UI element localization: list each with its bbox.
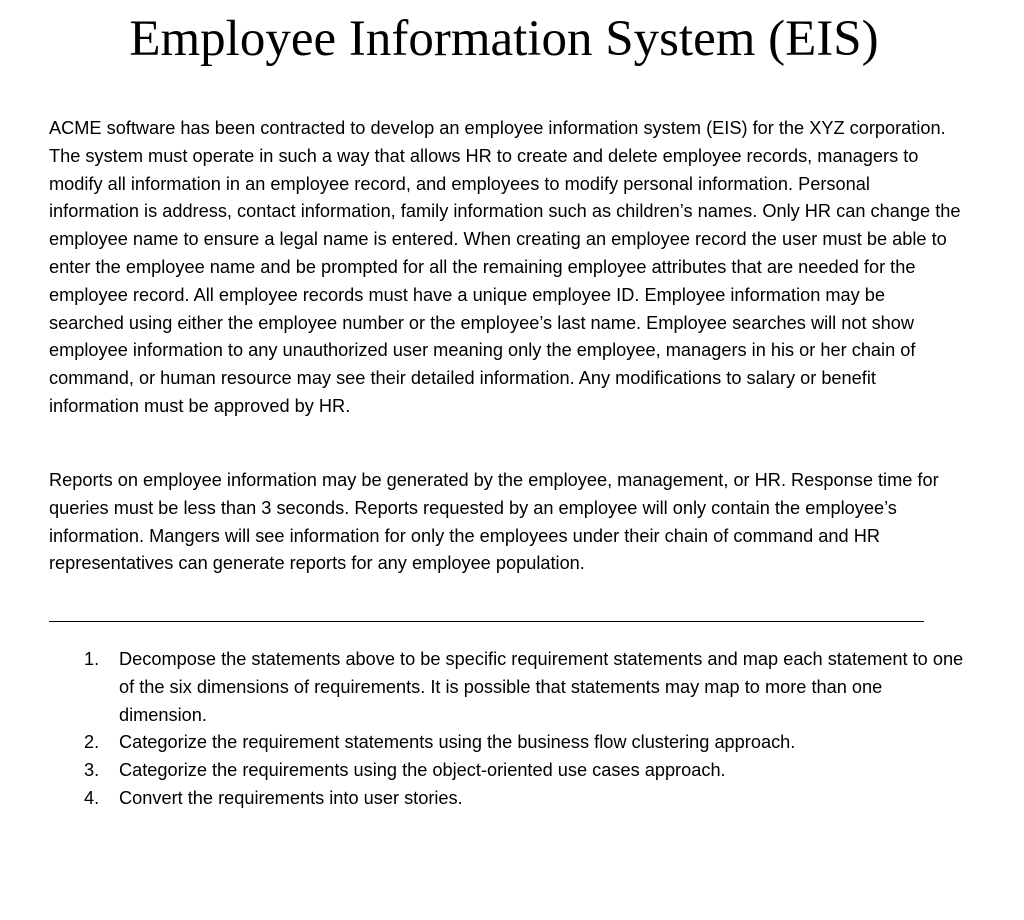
page-title: Employee Information System (EIS) — [129, 11, 879, 67]
task-item-3 — [84, 757, 964, 785]
task-text: Categorize the requirement statements using the business flow clustering approach. — [119, 732, 796, 753]
task-item-4 — [84, 785, 964, 813]
task-text: Categorize the requirements using the object-oriented use cases approach. — [119, 760, 726, 781]
task-item-2 — [84, 729, 964, 757]
task-number: 2. — [84, 732, 100, 753]
separator-line — [49, 621, 924, 622]
task-number: 3. — [84, 760, 100, 781]
description-paragraph-1: ACME software has been contracted to develop an employee information system (EIS) for the XYZ corporation. The system must operate in such a way that allows HR to create and delete employee records, managers to modify all information in an employee record, and employees to modify personal information. Personal information is address, contact information, family information such as children’s names. Only HR can change the employee name to ensure a legal name is entered. When creating an employee record the user must be able to enter the employee name and be prompted for all the remaining employee attributes that are needed for the employee record. All employee records must have a unique employee ID. Employee information may be searched using either the employee number or the employee’s last name. Employee searches will not show employee information to any unauthorized user meaning only the employee, managers in his or her chain of command, or human resource may see their detailed information. Any modifications to salary or benefit information must be approved by HR. — [49, 118, 961, 416]
task-text: Convert the requirements into user stories. — [119, 787, 463, 808]
task-number: 1. — [84, 649, 100, 669]
task-text: Decompose the statements above to be specific requirement statements and map each statement to one of the six dimensions of requirements. It is possible that statements may map to more than one dimension. — [119, 649, 964, 725]
task-number: 4. — [84, 787, 100, 808]
task-list — [84, 646, 964, 813]
description-paragraph-2: Reports on employee information may be generated by the employee, management, or HR. Response time for queries must be less than 3 seconds. Reports requested by an employee will only contain the employee’s information. Mangers will see information for only the employees under their chain of command and HR representatives can generate reports for any employee population. — [49, 470, 939, 574]
task-item-1 — [84, 646, 964, 729]
